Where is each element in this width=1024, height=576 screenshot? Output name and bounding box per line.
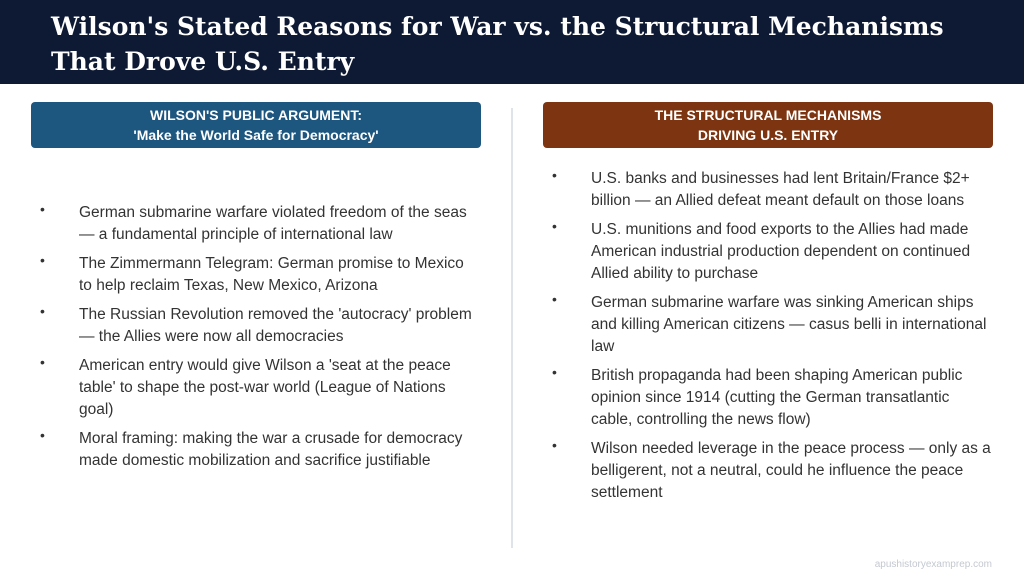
list-item-text: The Russian Revolution removed the 'autocracy' problem — the Allies were now all democracies (79, 306, 472, 345)
right-header-line-2: DRIVING U.S. ENTRY (697, 127, 839, 143)
bullet-icon: • (552, 291, 557, 307)
right-bullet-list (552, 168, 992, 511)
list-item (552, 365, 992, 431)
left-header-line-1: WILSON'S PUBLIC ARGUMENT: (149, 107, 363, 123)
right-column-header (543, 102, 993, 148)
list-item-text: American entry would give Wilson a 'seat at the peace table' to shape the post-war world (League of Nations goal) (79, 357, 451, 418)
list-item (40, 202, 480, 246)
bullet-icon: • (40, 303, 45, 319)
left-header-line-2: 'Make the World Safe for Democracy' (133, 127, 379, 143)
list-item (40, 253, 480, 297)
left-column-header (31, 102, 481, 148)
bullet-icon: • (40, 354, 45, 370)
list-item (40, 428, 480, 472)
list-item (552, 292, 992, 358)
list-item-text: The Zimmermann Telegram: German promise to Mexico to help reclaim Texas, New Mexico, Arizona (79, 255, 464, 294)
slide-title: Wilson's Stated Reasons for War vs. the Structural Mechanisms That Drove U.S. Entry (51, 12, 944, 76)
bullet-icon: • (40, 252, 45, 268)
list-item (552, 168, 992, 212)
list-item (552, 438, 992, 504)
bullet-icon: • (552, 437, 557, 453)
bullet-icon: • (552, 364, 557, 380)
list-item-text: British propaganda had been shaping American public opinion since 1914 (cutting the German transatlantic cable, controlling the news flow) (591, 367, 963, 428)
column-divider (511, 108, 513, 548)
list-item-text: German submarine warfare violated freedom of the seas — a fundamental principle of international law (79, 204, 467, 243)
bullet-icon: • (40, 201, 45, 217)
bullet-icon: • (40, 427, 45, 443)
bullet-icon: • (552, 218, 557, 234)
list-item-text: Wilson needed leverage in the peace process — only as a belligerent, not a neutral, could he influence the peace settlement (591, 440, 991, 501)
list-item-text: Moral framing: making the war a crusade for democracy made domestic mobilization and sacrifice justifiable (79, 430, 463, 469)
bullet-icon: • (552, 167, 557, 183)
list-item (40, 355, 480, 421)
title-bar (0, 0, 1024, 84)
list-item (552, 219, 992, 285)
list-item-text: German submarine warfare was sinking American ships and killing American citizens — casus belli in international law (591, 294, 987, 355)
list-item-text: U.S. munitions and food exports to the Allies had made American industrial production dependent on continued Allied ability to purchase (591, 221, 971, 282)
list-item-text: U.S. banks and businesses had lent Britain/France $2+ billion — an Allied defeat meant default on those loans (591, 170, 970, 209)
left-bullet-list (40, 202, 480, 479)
site-watermark: apushistoryexamprep.com (874, 559, 992, 570)
list-item (40, 304, 480, 348)
right-header-line-1: THE STRUCTURAL MECHANISMS (654, 107, 882, 123)
